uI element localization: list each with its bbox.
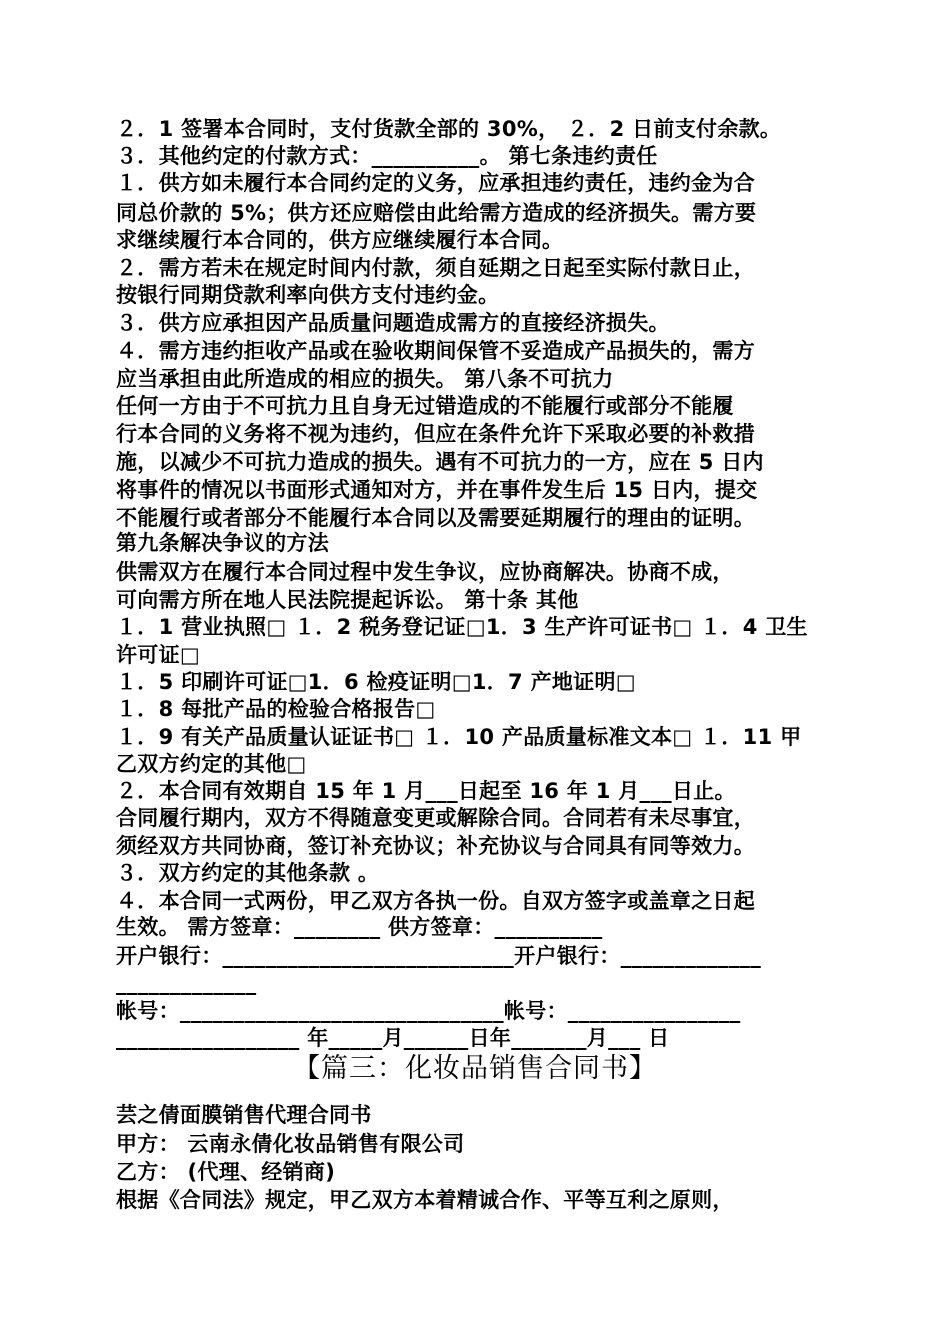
contract-title: 芸之倩面膜销售代理合同书 — [116, 1103, 372, 1127]
contract-line: ２．需方若未在规定时间内付款，须自延期之日起至实际付款日止， — [116, 256, 755, 280]
contract-line: ２．本合同有效期自 15 年 1 月___日起至 16 年 1 月___日止。 — [116, 779, 736, 803]
contract-line: 行本合同的义务将不视为违约，但应在条件允许下采取必要的补救措 — [116, 422, 755, 446]
contract-line: 任何一方由于不可抗力且自身无过错造成的不能履行或部分不能履 — [116, 394, 734, 418]
contract-line: 供需双方在履行本合同过程中发生争议，应协商解决。协商不成， — [116, 560, 734, 584]
signature-line: 生效。 需方签章：________ 供方签章：__________ — [116, 915, 603, 939]
contract-line: 按银行同期贷款利率向供方支付违约金。 — [116, 283, 500, 307]
bank-line: 开户银行：___________________________开户银行：_____________ — [116, 944, 761, 968]
document-checklist-line: 许可证□ — [116, 643, 201, 667]
contract-line: 求继续履行本合同的，供方应继续履行本合同。 — [116, 228, 564, 252]
document-checklist-line: １．5 印刷许可证□1．6 检疫证明□1．7 产地证明□ — [116, 670, 636, 694]
contract-line: 施，以减少不可抗力造成的损失。遇有不可抗力的一方，应在 5 日内 — [116, 450, 764, 474]
contract-line: 须经双方共同协商，签订补充协议；补充协议与合同具有同等效力。 — [116, 834, 755, 858]
document-checklist-line: １．8 每批产品的检验合格报告□ — [116, 697, 436, 721]
account-line: 帐号：______________________________帐号：________________ — [116, 999, 741, 1023]
chapter-heading: 【篇三：化妆品销售合同书】 — [293, 1053, 657, 1084]
contract-line: ４．本合同一式两份，甲乙双方各执一份。自双方签字或盖章之日起 — [116, 889, 755, 913]
contract-line: 合同履行期内，双方不得随意变更或解除合同。合同若有未尽事宜， — [116, 806, 755, 830]
contract-line: 将事件的情况以书面形式通知对方，并在事件发生后 15 日内，提交 — [116, 478, 758, 502]
contract-line: ３．供方应承担因产品质量问题造成需方的直接经济损失。 — [116, 311, 670, 335]
contract-line: ４．需方违约拒收产品或在验收期间保管不妥造成产品损失的，需方 — [116, 339, 755, 363]
contract-line: 不能履行或者部分不能履行本合同以及需要延期履行的理由的证明。 — [116, 506, 755, 530]
contract-line: ２．1 签署本合同时，支付货款全部的 30%， ２．2 日前支付余款。 — [116, 117, 782, 141]
contract-line: ３．双方约定的其他条款 。 — [116, 861, 380, 885]
document-checklist-line: 乙双方约定的其他□ — [116, 752, 307, 776]
document-checklist-line: １．1 营业执照□ １．2 税务登记证□1．3 生产许可证书□ １．4 卫生 — [116, 615, 808, 639]
document-checklist-line: １．9 有关产品质量认证证书□ １．10 产品质量标准文本□ １．11 甲 — [116, 725, 802, 749]
contract-line: 可向需方所在地人民法院提起诉讼。 第十条 其他 — [116, 588, 579, 612]
date-line: _________________ 年_____月______日年_______月___ 日 — [116, 1026, 670, 1050]
contract-line: １．供方如未履行本合同约定的义务，应承担违约责任，违约金为合 — [116, 171, 755, 195]
contract-line: ３．其他约定的付款方式：__________。 第七条违约责任 — [116, 144, 658, 168]
party-b-line: 乙方： (代理、经销商) — [116, 1160, 336, 1184]
bank-line: _____________ — [116, 971, 257, 995]
party-a-line: 甲方： 云南永倩化妆品销售有限公司 — [116, 1132, 465, 1156]
contract-line: 根据《合同法》规定，甲乙双方本着精诚合作、平等互利之原则， — [116, 1188, 734, 1212]
contract-line: 应当承担由此所造成的相应的损失。 第八条不可抗力 — [116, 367, 614, 391]
contract-line: 同总价款的 5%；供方还应赔偿由此给需方造成的经济损失。需方要 — [116, 201, 757, 225]
section-heading: 第九条解决争议的方法 — [116, 531, 329, 555]
